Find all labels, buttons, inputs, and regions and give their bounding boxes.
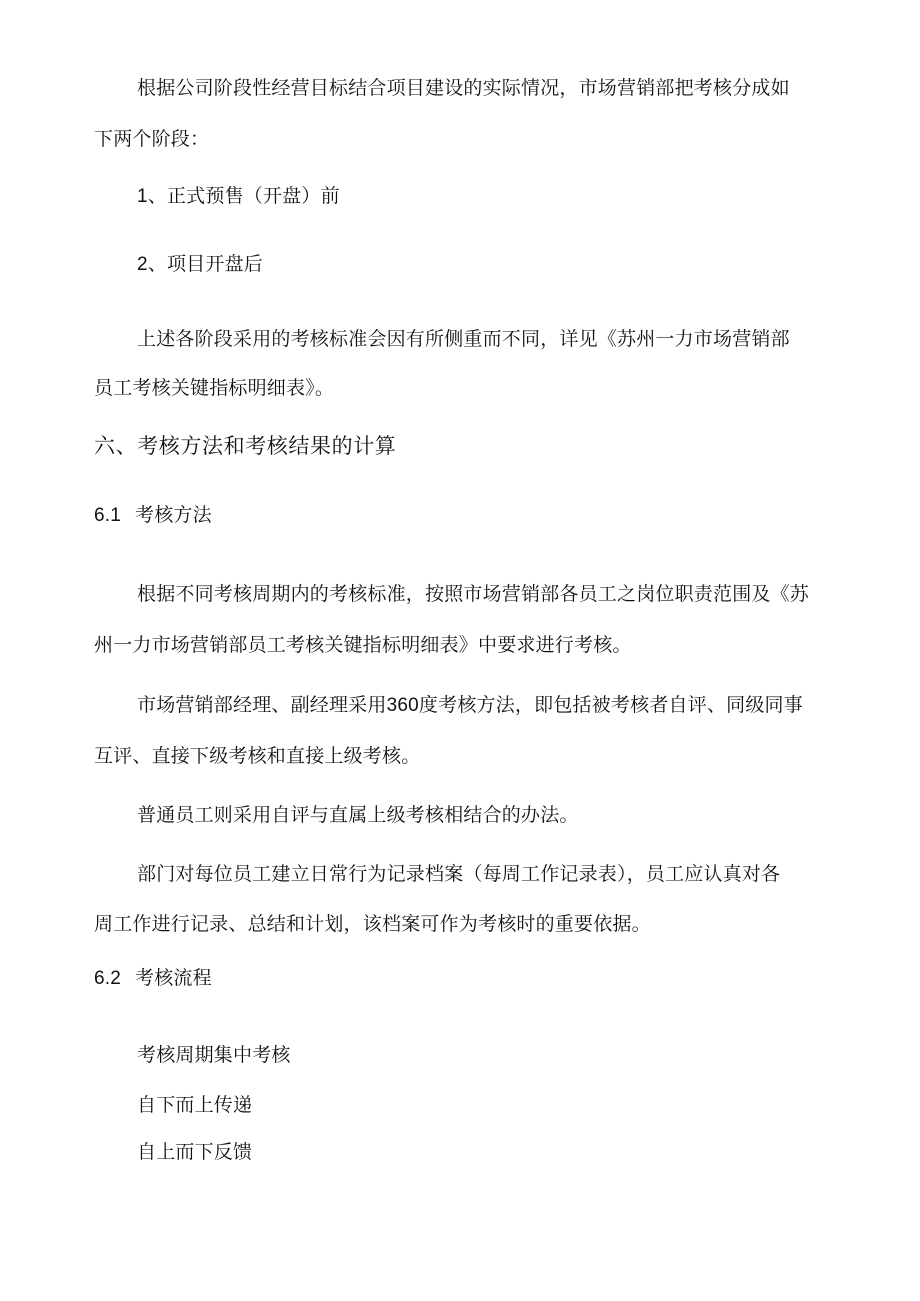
method-paragraph-1-line-2: 州一力市场营销部员工考核关键指标明细表》中要求进行考核。 xyxy=(94,634,632,656)
section-6-2-title: 考核流程 xyxy=(135,967,212,989)
method-paragraph-2-line-1 xyxy=(137,693,803,718)
flow-item-2: 自下而上传递 xyxy=(137,1094,253,1116)
method-paragraph-2-text-b: 度考核方法，即包括被考核者自评、同级同事 xyxy=(418,694,803,716)
stage-item-1-number: 1 xyxy=(137,186,148,207)
section-6-heading: 六、考核方法和考核结果的计算 xyxy=(94,434,397,458)
method-paragraph-2-number: 360 xyxy=(386,695,419,716)
flow-item-3: 自上而下反馈 xyxy=(137,1141,253,1163)
intro-paragraph-line-2: 下两个阶段： xyxy=(94,128,210,150)
section-6-2-number: 6.2 xyxy=(94,968,122,989)
section-6-2-heading xyxy=(94,966,212,991)
method-paragraph-4-line-1: 部门对每位员工建立日常行为记录档案（每周工作记录表），员工应认真对各 xyxy=(137,863,781,885)
method-paragraph-2-line-2: 互评、直接下级考核和直接上级考核。 xyxy=(94,745,421,767)
stage-item-1-text: 、正式预售（开盘）前 xyxy=(147,185,340,207)
method-paragraph-3: 普通员工则采用自评与直属上级考核相结合的办法。 xyxy=(137,804,579,826)
method-paragraph-2-text-a: 市场营销部经理、副经理采用 xyxy=(137,694,387,716)
standard-paragraph-line-2: 员工考核关键指标明细表》。 xyxy=(94,377,335,399)
flow-item-1: 考核周期集中考核 xyxy=(137,1044,291,1066)
stage-item-2-number: 2 xyxy=(137,254,148,275)
section-6-1-number: 6.1 xyxy=(94,505,122,526)
stage-item-2 xyxy=(137,252,263,277)
stage-item-1 xyxy=(137,184,340,209)
section-6-1-heading xyxy=(94,503,212,528)
standard-paragraph-line-1: 上述各阶段采用的考核标准会因有所侧重而不同，详见《苏州一力市场营销部 xyxy=(137,328,790,350)
section-6-1-title: 考核方法 xyxy=(135,504,212,526)
stage-item-2-text: 、项目开盘后 xyxy=(147,253,263,275)
method-paragraph-1-line-1: 根据不同考核周期内的考核标准，按照市场营销部各员工之岗位职责范围及《苏 xyxy=(137,583,810,605)
intro-paragraph-line-1: 根据公司阶段性经营目标结合项目建设的实际情况，市场营销部把考核分成如 xyxy=(137,77,790,99)
method-paragraph-4-line-2: 周工作进行记录、总结和计划，该档案可作为考核时的重要依据。 xyxy=(94,913,651,935)
